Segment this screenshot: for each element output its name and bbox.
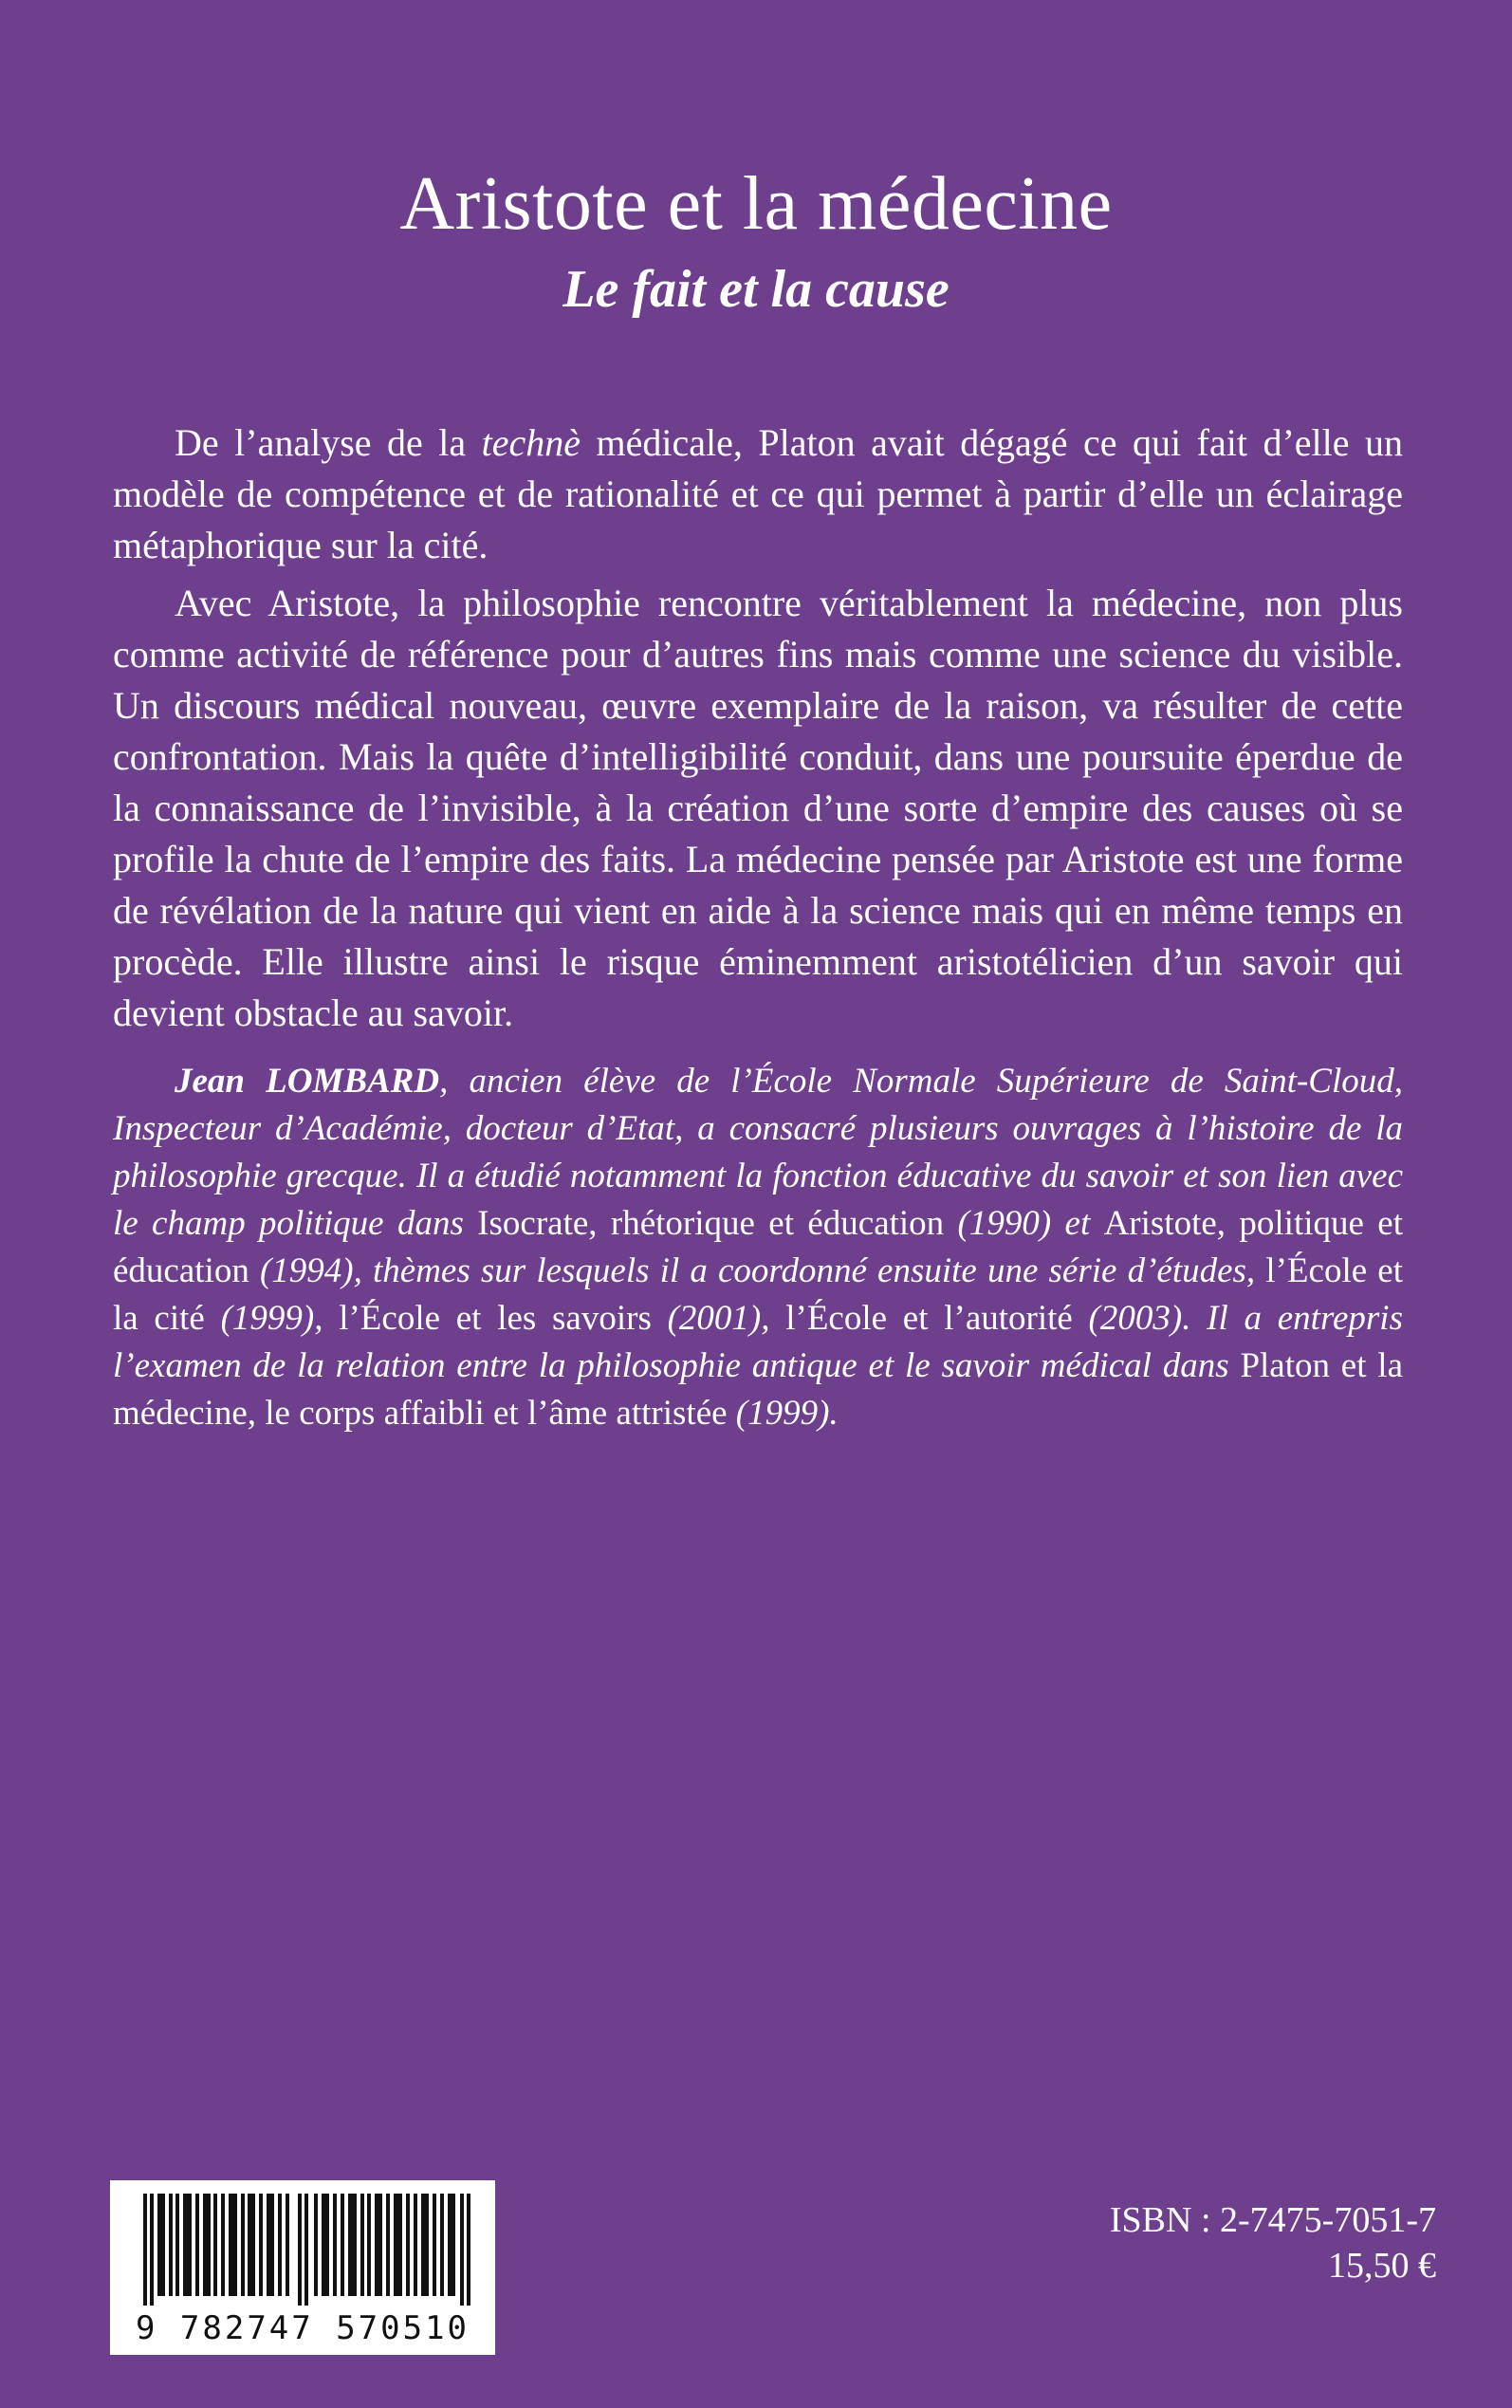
- bio-segment-1: , ancien élève de l’École Normale Supérieure de Saint-Cloud, Inspecteur d’Académie, docteur d’Etat, a consacré plusieurs ouvrages à l’histoire de la philosophie grecque. Il a étudié notamment la fonction éducative du savoir et son lien avec le champ politique dans: [113, 1062, 1404, 1243]
- bio-book-6: Platon et la médecine, le corps affaibli et l’âme attristée: [113, 1346, 1403, 1433]
- barcode-digits: 9 782747 570510: [135, 2309, 470, 2347]
- bio-year-1: (1990) et: [944, 1204, 1104, 1243]
- summary-paragraph-2: Avec Aristote, la philosophie rencontre véritablement la médecine, non plus comme activité de référence pour d’autres fins mais comme une science du visible. Un discours médical nouveau, œuvre exemplaire de la raison, va résulter de cette confrontation. Mais la quête d’intelligibilité conduit, dans une poursuite éperdue de la connaissance de l’invisible, à la création d’une sorte d’empire des causes où se profile la chute de l’empire des faits. La médecine pensée par Aristote est une forme de révélation de la nature qui vient en aide à la science mais qui en même temps en procède. Elle illustre ainsi le risque éminemment aristotélicien d’un savoir qui devient obstacle au savoir.: [113, 582, 1403, 1034]
- author-name: Jean LOMBARD: [175, 1062, 440, 1101]
- summary-text: [113, 417, 1403, 1046]
- bio-book-1: Isocrate, rhétorique et éducation: [477, 1204, 945, 1243]
- bio-year-6: (1999).: [727, 1394, 839, 1433]
- summary-p1-start: De l’analyse de la: [175, 421, 482, 464]
- bio-year-2: (1994), thèmes sur lesquels il a coordonné ensuite une série d’études,: [249, 1251, 1266, 1290]
- bio-book-3: l’École et la cité: [113, 1251, 1403, 1338]
- price-label: 15,50 €: [1328, 2246, 1436, 2286]
- book-subtitle: Le fait et la cause: [562, 260, 950, 319]
- bio-book-2: Aristote, politique et éducation: [113, 1204, 1403, 1290]
- author-bio: [113, 1058, 1403, 1437]
- barcode-bars-icon: [143, 2194, 475, 2306]
- bio-year-3: (1999),: [204, 1299, 340, 1338]
- bio-year-5: (2003). Il a entrepris l’examen de la relation entre la philosophie antique et le savoir médical dans: [113, 1299, 1403, 1385]
- barcode: [110, 2180, 495, 2355]
- bio-book-4: l’École et les savoirs: [339, 1299, 652, 1338]
- isbn-label: ISBN : 2-7475-7051-7: [1109, 2200, 1436, 2240]
- summary-p1-end: médicale, Platon avait dégagé ce qui fait d’elle un modèle de compétence et de rationalité et ce qui permet à partir d’elle un éclairage métaphorique sur la cité.: [113, 421, 1404, 566]
- book-title: Aristote et la médecine: [399, 162, 1113, 246]
- bio-book-5: l’École et l’autorité: [785, 1299, 1073, 1338]
- summary-p1-techne: technè: [481, 421, 581, 464]
- bio-year-4: (2001),: [651, 1299, 786, 1338]
- summary-paragraph-1: [113, 417, 1403, 571]
